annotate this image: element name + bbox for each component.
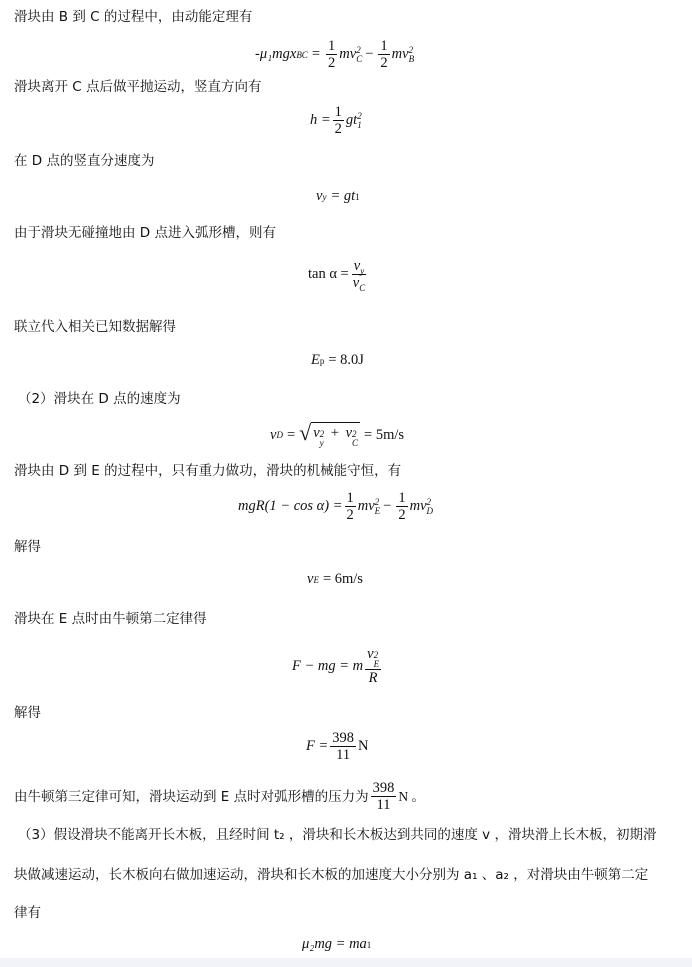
text-line-1: 滑块由 B 到 C 的过程中，由动能定理有 (14, 9, 253, 25)
bottom-strip (0, 958, 692, 967)
text-line-9: 滑块在 E 点时由牛顿第二定律得 (14, 611, 207, 627)
equation-velocity-d: v D = √ v 2 y + v 2 C = 5m/s (270, 420, 405, 448)
text-line-14: 律有 (14, 905, 41, 921)
equation-slider-newton: μ₂mg = ma 1 (302, 936, 372, 952)
equation-vertical-fall: h = $\frac{1}{2}$ gt 2 1 (310, 104, 362, 137)
text-line-12: （3）假设滑块不能离开长木板，且经时间 t₂ ，滑块和长木板达到共同的速度 v ，滑块滑上长木板，初期滑 (18, 827, 657, 843)
text-line-13: 块做减速运动，长木板向右做加速运动，滑块和长木板的加速度大小分别为 a₁ 、a₂ ，对滑块由牛顿第二定 (14, 867, 649, 883)
eq1-left: -μ₁mgx (255, 46, 297, 62)
text-line-6: （2）滑块在 D 点的速度为 (18, 391, 181, 407)
equation-result-ep: E p = 8.0J (311, 352, 364, 368)
equation-tangent: tan α = $\frac{v_y}{v_C}$ (308, 258, 366, 293)
text-line-2: 滑块离开 C 点后做平抛运动，竖直方向有 (14, 79, 262, 95)
text-line-11: 由牛顿第三定律可知，滑块运动到 E 点时对弧形槽的压力为 398 11 N 。 (14, 780, 425, 813)
text-line-5: 联立代入相关已知数据解得 (14, 319, 176, 335)
equation-energy-conservation: mgR(1 − cos α) = $\frac{1}{2}$ mv 2 E − $\frac{1}{2}$ mv 2 D (238, 490, 434, 523)
text-line-10: 解得 (14, 705, 41, 721)
text-line-7: 滑块由 D 到 E 的过程中，只有重力做功，滑块的机械能守恒，有 (14, 463, 402, 479)
equation-velocity-e: v E = 6m/s (307, 571, 363, 587)
equation-newton-second: F − mg = m v 2 E R (292, 646, 380, 686)
text-line-8: 解得 (14, 539, 41, 555)
text-line-4: 由于滑块无碰撞地由 D 点进入弧形槽，则有 (14, 225, 276, 241)
equation-vertical-velocity: v y = gt 1 (316, 188, 360, 204)
equation-force-result: F = $\frac{398}{11}$ N (306, 730, 369, 763)
text-line-3: 在 D 点的竖直分速度为 (14, 153, 155, 169)
equation-work-energy-bc: -μ₁mgx BC = $\frac{1}{2}$ mv 2 C − $\frac{1}{2}$ mv 2 B (255, 38, 415, 71)
